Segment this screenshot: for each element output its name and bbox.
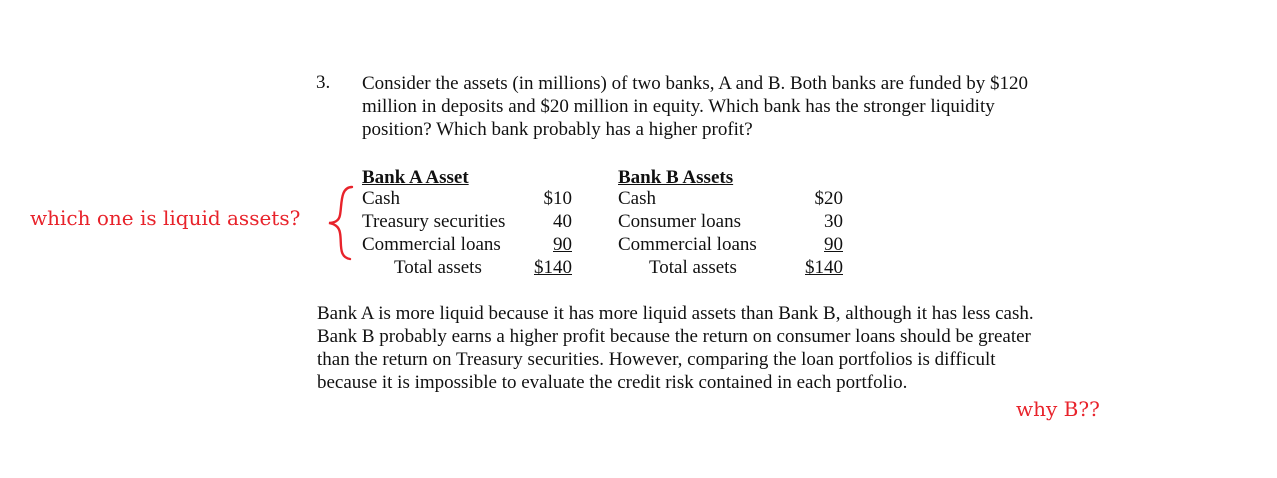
bank-a-row-label: Commercial loans: [362, 234, 501, 255]
bank-b-total-value: $140: [805, 257, 843, 278]
bank-b-row-label: Commercial loans: [618, 234, 757, 255]
question-line: position? Which bank probably has a higher profit?: [362, 119, 753, 140]
bank-a-row-value: $10: [543, 188, 572, 209]
question-number: 3.: [316, 72, 331, 93]
bank-a-total-label: Total assets: [394, 257, 482, 278]
bank-b-row-value: 30: [824, 211, 843, 232]
answer-line: because it is impossible to evaluate the credit risk contained in each portfolio.: [317, 372, 908, 393]
curly-brace-icon: [326, 183, 356, 263]
answer-line: Bank A is more liquid because it has more liquid assets than Bank B, although it has less cash.: [317, 303, 1034, 324]
question-line: million in deposits and $20 million in equity. Which bank has the stronger liquidity: [362, 96, 995, 117]
answer-line: Bank B probably earns a higher profit because the return on consumer loans should be greater: [317, 326, 1031, 347]
annotation-why-b: why B??: [1016, 397, 1100, 421]
bank-a-header: Bank A Asset: [362, 167, 469, 188]
bank-a-total-value: $140: [534, 257, 572, 278]
bank-a-row-value: 90: [553, 234, 572, 255]
bank-b-total-label: Total assets: [649, 257, 737, 278]
answer-text: [317, 302, 1034, 394]
answer-line: than the return on Treasury securities. However, comparing the loan portfolios is difficult: [317, 349, 996, 370]
bank-a-row-label: Cash: [362, 188, 400, 209]
bank-b-row-label: Cash: [618, 188, 656, 209]
annotation-liquid-question: which one is liquid assets?: [30, 206, 301, 230]
bank-b-row-label: Consumer loans: [618, 211, 741, 232]
bank-b-row-value: $20: [814, 188, 843, 209]
bank-b-header: Bank B Assets: [618, 167, 734, 188]
bank-a-row-value: 40: [553, 211, 572, 232]
question-text: [362, 72, 1082, 141]
question-line: Consider the assets (in millions) of two banks, A and B. Both banks are funded by $120: [362, 73, 1028, 94]
bank-b-row-value: 90: [824, 234, 843, 255]
bank-a-row-label: Treasury securities: [362, 211, 506, 232]
